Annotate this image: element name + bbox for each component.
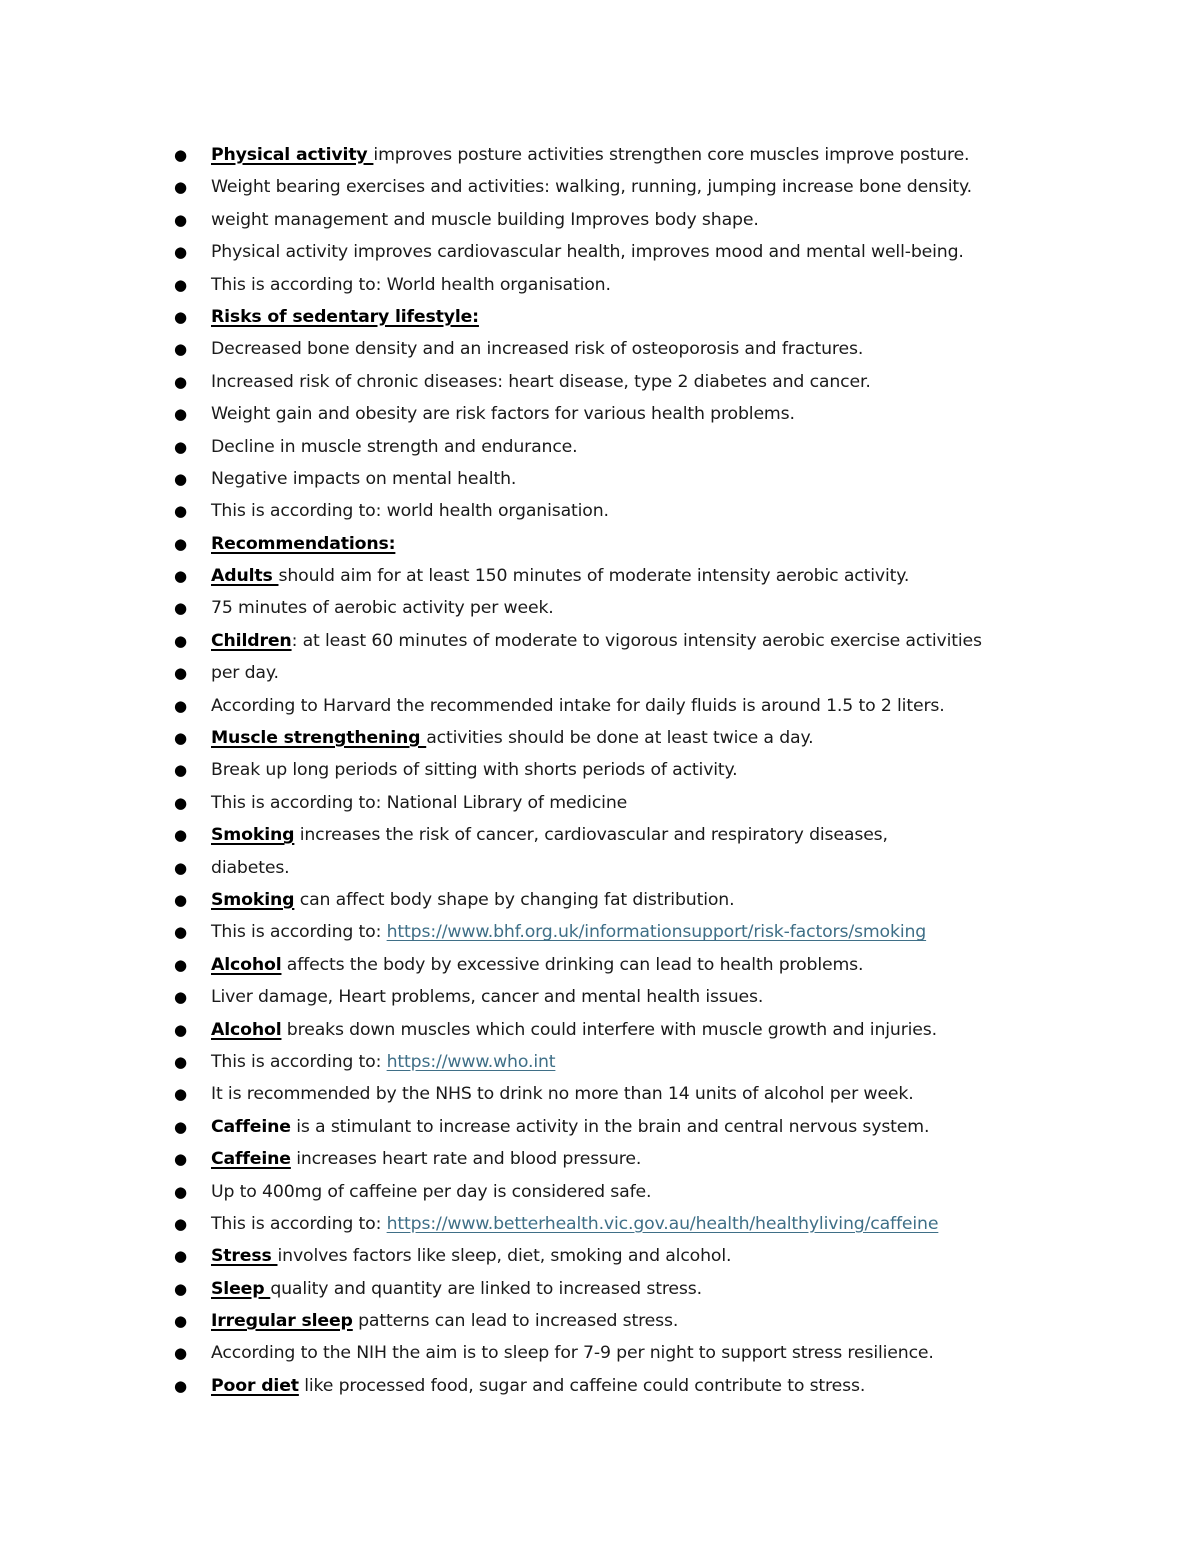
text-segment: is a stimulant to increase activity in the brain and central nervous system. <box>290 1116 930 1137</box>
bullet-icon: ● <box>174 599 187 618</box>
list-item-text <box>211 1143 641 1175</box>
text-segment: This is according to: <box>211 922 387 943</box>
text-segment: like processed food, sugar and caffeine could contribute to stress. <box>298 1375 866 1396</box>
list-item <box>0 722 1200 754</box>
list-item <box>0 1078 1200 1110</box>
emphasis-term: Children <box>211 630 292 651</box>
list-item-text <box>211 787 627 819</box>
list-item <box>0 884 1200 916</box>
bullet-icon: ● <box>174 469 187 488</box>
list-item-text <box>211 463 516 495</box>
list-item-text <box>211 236 964 268</box>
list-item-text <box>211 269 611 301</box>
list-item <box>0 1273 1200 1305</box>
list-item-text <box>211 1273 702 1305</box>
list-item <box>0 1143 1200 1175</box>
list-item-text <box>211 657 279 689</box>
reference-link[interactable]: https://www.bhf.org.uk/informationsupport/risk-factors/smoking <box>386 922 927 943</box>
bullet-icon: ● <box>174 1052 187 1071</box>
emphasis-term: Irregular sleep <box>211 1311 353 1332</box>
bullet-list <box>0 139 1200 1402</box>
text-segment: Decreased bone density and an increased risk of osteoporosis and fractures. <box>211 339 864 360</box>
bullet-icon: ● <box>174 631 187 650</box>
text-segment: quality and quantity are linked to increased stress. <box>270 1278 702 1299</box>
list-item <box>0 269 1200 301</box>
list-item-text <box>211 1014 937 1046</box>
text-segment: breaks down muscles which could interfere with muscle growth and injuries. <box>281 1019 937 1040</box>
list-item <box>0 592 1200 624</box>
list-item <box>0 754 1200 786</box>
text-segment: This is according to: World health organisation. <box>211 274 611 295</box>
text-segment: Weight gain and obesity are risk factors for various health problems. <box>211 404 795 425</box>
text-segment: activities should be done at least twice a day. <box>426 728 814 749</box>
text-segment: This is according to: <box>211 1051 387 1072</box>
list-item <box>0 1337 1200 1369</box>
text-segment: weight management and muscle building Improves body shape. <box>211 209 759 230</box>
emphasis-term: Stress <box>211 1246 278 1267</box>
list-item <box>0 204 1200 236</box>
text-segment: According to the NIH the aim is to sleep for 7-9 per night to support stress resilience. <box>211 1343 934 1364</box>
bullet-icon: ● <box>174 1020 187 1039</box>
list-item <box>0 657 1200 689</box>
list-item-text <box>211 981 763 1013</box>
list-item-text <box>211 625 982 657</box>
emphasis-term: Poor diet <box>211 1375 299 1396</box>
emphasis-term: Smoking <box>211 825 295 846</box>
list-item <box>0 852 1200 884</box>
text-segment: Physical activity improves cardiovascular health, improves mood and mental well-being. <box>211 242 964 263</box>
list-item <box>0 398 1200 430</box>
bullet-icon: ● <box>174 1085 187 1104</box>
list-item-text <box>211 1046 555 1078</box>
text-segment: This is according to: <box>211 1213 387 1234</box>
list-item <box>0 916 1200 948</box>
emphasis-term: Smoking <box>211 889 295 910</box>
text-segment: improves posture activities strengthen core muscles improve posture. <box>373 145 970 165</box>
bullet-icon: ● <box>174 955 187 974</box>
emphasis-term: Caffeine <box>211 1116 291 1137</box>
list-item-text <box>211 495 609 527</box>
bullet-icon: ● <box>174 210 187 229</box>
text-segment: This is according to: world health organisation. <box>211 501 609 522</box>
emphasis-term: Alcohol <box>211 1019 282 1040</box>
emphasis-term: Caffeine <box>211 1149 291 1170</box>
bullet-icon: ● <box>174 988 187 1007</box>
list-item-text <box>211 398 795 430</box>
list-item <box>0 171 1200 203</box>
text-segment: This is according to: National Library of medicine <box>211 792 628 813</box>
list-item-text <box>211 528 395 560</box>
bullet-icon: ● <box>174 826 187 845</box>
bullet-icon: ● <box>174 793 187 812</box>
text-segment: can affect body shape by changing fat distribution. <box>294 889 735 910</box>
bullet-icon: ● <box>174 923 187 942</box>
list-item <box>0 560 1200 592</box>
list-item <box>0 787 1200 819</box>
text-segment: : at least 60 minutes of moderate to vigorous intensity aerobic exercise activities <box>291 630 982 651</box>
list-item-text <box>211 366 871 398</box>
list-item-text <box>211 852 290 884</box>
bullet-icon: ● <box>174 1344 187 1363</box>
emphasis-term: Alcohol <box>211 954 282 975</box>
list-item-text <box>211 916 926 948</box>
bullet-icon: ● <box>174 1117 187 1136</box>
list-item <box>0 301 1200 333</box>
list-item <box>0 1305 1200 1337</box>
list-item-text <box>211 1337 934 1369</box>
list-item-text <box>211 1078 914 1110</box>
bullet-icon: ● <box>174 1150 187 1169</box>
bullet-icon: ● <box>174 307 187 326</box>
bullet-icon: ● <box>174 1214 187 1233</box>
list-item <box>0 1111 1200 1143</box>
list-item-text <box>211 819 888 851</box>
list-item <box>0 625 1200 657</box>
list-item-text <box>211 690 945 722</box>
bullet-icon: ● <box>174 1376 187 1395</box>
bullet-icon: ● <box>174 890 187 909</box>
list-item <box>0 949 1200 981</box>
text-segment: per day. <box>211 663 279 684</box>
list-item-text <box>211 1111 929 1143</box>
list-item <box>0 690 1200 722</box>
list-item <box>0 1014 1200 1046</box>
bullet-icon: ● <box>174 502 187 521</box>
text-segment: affects the body by excessive drinking can lead to health problems. <box>281 954 864 975</box>
text-segment: According to Harvard the recommended intake for daily fluids is around 1.5 to 2 liters. <box>211 695 945 716</box>
list-item <box>0 819 1200 851</box>
bullet-icon: ● <box>174 146 187 164</box>
emphasis-term: Muscle strengthening <box>211 728 427 749</box>
bullet-icon: ● <box>174 696 187 715</box>
list-item <box>0 495 1200 527</box>
bullet-icon: ● <box>174 178 187 197</box>
bullet-icon: ● <box>174 664 187 683</box>
text-segment: patterns can lead to increased stress. <box>352 1311 679 1332</box>
emphasis-term: Recommendations: <box>211 533 396 554</box>
bullet-icon: ● <box>174 243 187 262</box>
list-item <box>0 431 1200 463</box>
list-item <box>0 1176 1200 1208</box>
text-segment: increases heart rate and blood pressure. <box>290 1149 642 1170</box>
list-item-text <box>211 171 972 203</box>
text-segment: 75 minutes of aerobic activity per week. <box>211 598 554 619</box>
list-item-text <box>211 884 734 916</box>
list-item-text <box>211 333 863 365</box>
bullet-icon: ● <box>174 340 187 359</box>
text-segment: diabetes. <box>211 857 290 878</box>
list-item-text <box>211 139 969 171</box>
list-item <box>0 333 1200 365</box>
emphasis-term: Adults <box>211 566 279 587</box>
text-segment: should aim for at least 150 minutes of moderate intensity aerobic activity. <box>278 566 910 587</box>
list-item-text <box>211 1370 865 1402</box>
emphasis-term: Physical activity <box>211 145 374 165</box>
bullet-icon: ● <box>174 275 187 294</box>
bullet-icon: ● <box>174 1312 187 1331</box>
bullet-icon: ● <box>174 437 187 456</box>
bullet-icon: ● <box>174 1279 187 1298</box>
text-segment: Negative impacts on mental health. <box>211 468 517 489</box>
text-segment: Weight bearing exercises and activities: walking, running, jumping increase bone density. <box>211 177 972 198</box>
list-item <box>0 366 1200 398</box>
text-segment: It is recommended by the NHS to drink no more than 14 units of alcohol per week. <box>211 1084 914 1105</box>
list-item <box>0 139 1200 171</box>
list-item <box>0 1208 1200 1240</box>
list-item-text <box>211 722 813 754</box>
emphasis-term: Sleep <box>211 1278 271 1299</box>
text-segment: Up to 400mg of caffeine per day is considered safe. <box>211 1181 652 1202</box>
bullet-icon: ● <box>174 1182 187 1201</box>
list-item-text <box>211 1305 678 1337</box>
bullet-icon: ● <box>174 405 187 424</box>
list-item-text <box>211 1176 651 1208</box>
list-item <box>0 1240 1200 1272</box>
text-segment: involves factors like sleep, diet, smoking and alcohol. <box>277 1246 732 1267</box>
list-item <box>0 1046 1200 1078</box>
list-item <box>0 236 1200 268</box>
bullet-icon: ● <box>174 729 187 748</box>
list-item-text <box>211 754 738 786</box>
text-segment: Liver damage, Heart problems, cancer and mental health issues. <box>211 987 764 1008</box>
text-segment: increases the risk of cancer, cardiovascular and respiratory diseases, <box>294 825 888 846</box>
list-item <box>0 463 1200 495</box>
bullet-icon: ● <box>174 858 187 877</box>
bullet-icon: ● <box>174 761 187 780</box>
list-item-text <box>211 1240 731 1272</box>
list-item-text <box>211 949 863 981</box>
bullet-icon: ● <box>174 534 187 553</box>
reference-link[interactable]: https://www.who.int <box>386 1051 556 1072</box>
list-item-text <box>211 560 909 592</box>
list-item-text <box>211 1208 938 1240</box>
text-segment: Break up long periods of sitting with shorts periods of activity. <box>211 760 738 781</box>
emphasis-term: Risks of sedentary lifestyle: <box>211 306 479 327</box>
bullet-icon: ● <box>174 372 187 391</box>
reference-link[interactable]: https://www.betterhealth.vic.gov.au/health/healthyliving/caffeine <box>386 1213 939 1234</box>
bullet-icon: ● <box>174 567 187 586</box>
list-item-text <box>211 431 578 463</box>
list-item <box>0 528 1200 560</box>
text-segment: Increased risk of chronic diseases: heart disease, type 2 diabetes and cancer. <box>211 371 871 392</box>
list-item-text <box>211 301 479 333</box>
list-item-text <box>211 592 554 624</box>
list-item-text <box>211 204 759 236</box>
document-page <box>0 139 1200 1402</box>
list-item <box>0 1370 1200 1402</box>
text-segment: Decline in muscle strength and endurance. <box>211 436 578 457</box>
bullet-icon: ● <box>174 1247 187 1266</box>
list-item <box>0 981 1200 1013</box>
